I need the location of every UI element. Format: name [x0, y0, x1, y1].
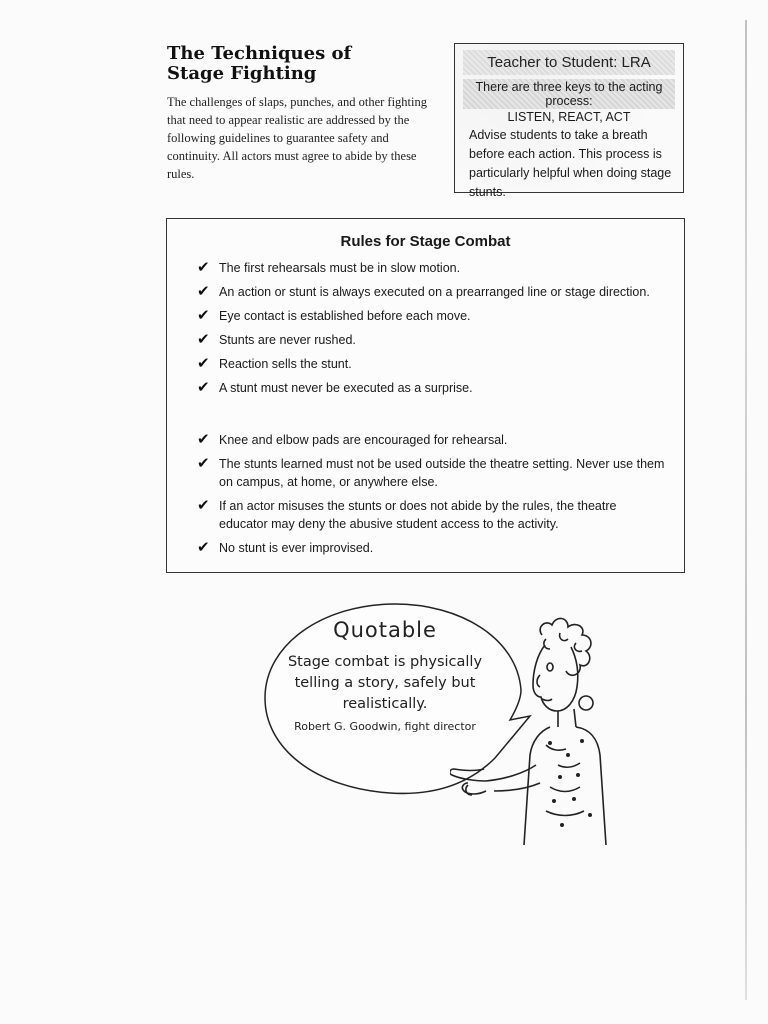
rule-text: No stunt is ever improvised. [219, 541, 374, 555]
rule-item [197, 539, 667, 557]
checkmark-icon: ✔ [197, 355, 210, 372]
teacher-keys: LISTEN, REACT, ACT [507, 110, 631, 124]
checkmark-icon: ✔ [197, 331, 210, 348]
intro-paragraph: The challenges of slaps, punches, and other fighting that need to appear realistic are addressed by the following guidelines to guarantee safety and continuity. All actors must agree to abide by these rules. [167, 95, 427, 181]
checkmark-icon: ✔ [197, 283, 210, 300]
rule-text: The first rehearsals must be in slow motion. [219, 261, 461, 275]
quote-attribution: Robert G. Goodwin, fight director [294, 720, 476, 733]
page-title [167, 44, 437, 84]
rule-item [197, 307, 667, 325]
rules-title: Rules for Stage Combat [340, 233, 511, 250]
page-edge-shadow [745, 20, 747, 1000]
rule-item [197, 497, 667, 533]
rule-item [197, 259, 667, 277]
rule-item [197, 331, 667, 349]
rule-text: Eye contact is established before each move. [219, 309, 471, 323]
rule-item [197, 283, 667, 301]
rule-text: A stunt must never be executed as a surprise. [219, 381, 473, 395]
rule-item [197, 355, 667, 373]
rule-item [197, 455, 667, 491]
teacher-box-body: Advise students to take a breath before each action. This process is particularly helpful when doing stage stunts. [469, 128, 672, 199]
teacher-keys-intro: There are three keys to the acting process: [463, 79, 675, 109]
pointing-woman-illustration-icon [450, 615, 620, 855]
quotable-title: Quotable [333, 618, 437, 642]
rule-item [197, 431, 667, 449]
rule-text: Knee and elbow pads are encouraged for rehearsal. [219, 433, 508, 447]
teacher-to-student-box [454, 43, 684, 199]
rules-box [166, 218, 685, 573]
checkmark-icon: ✔ [197, 431, 210, 448]
page-title-line2: Stage Fighting [167, 63, 317, 84]
checkmark-icon: ✔ [197, 539, 210, 556]
rules-list [197, 259, 667, 563]
rule-text: If an actor misuses the stunts or does not abide by the rules, the theatre educator may deny the abusive student access to the activity. [219, 499, 617, 531]
rule-text: Stunts are never rushed. [219, 333, 356, 347]
teacher-box-title: Teacher to Student: LRA [463, 50, 675, 75]
rule-text: Reaction sells the stunt. [219, 357, 352, 371]
checkmark-icon: ✔ [197, 379, 210, 396]
quote-text: Stage combat is physically telling a story, safely but realistically. [287, 654, 483, 712]
intro-section [167, 44, 437, 183]
rule-text: An action or stunt is always executed on a prearranged line or stage direction. [219, 285, 650, 299]
page-title-line1: The Techniques of [167, 43, 352, 64]
rule-item [197, 379, 667, 397]
checkmark-icon: ✔ [197, 455, 210, 472]
checkmark-icon: ✔ [197, 259, 210, 276]
checkmark-icon: ✔ [197, 497, 210, 514]
checkmark-icon: ✔ [197, 307, 210, 324]
rule-text: The stunts learned must not be used outside the theatre setting. Never use them on campus, at home, or anywhere else. [219, 457, 665, 489]
